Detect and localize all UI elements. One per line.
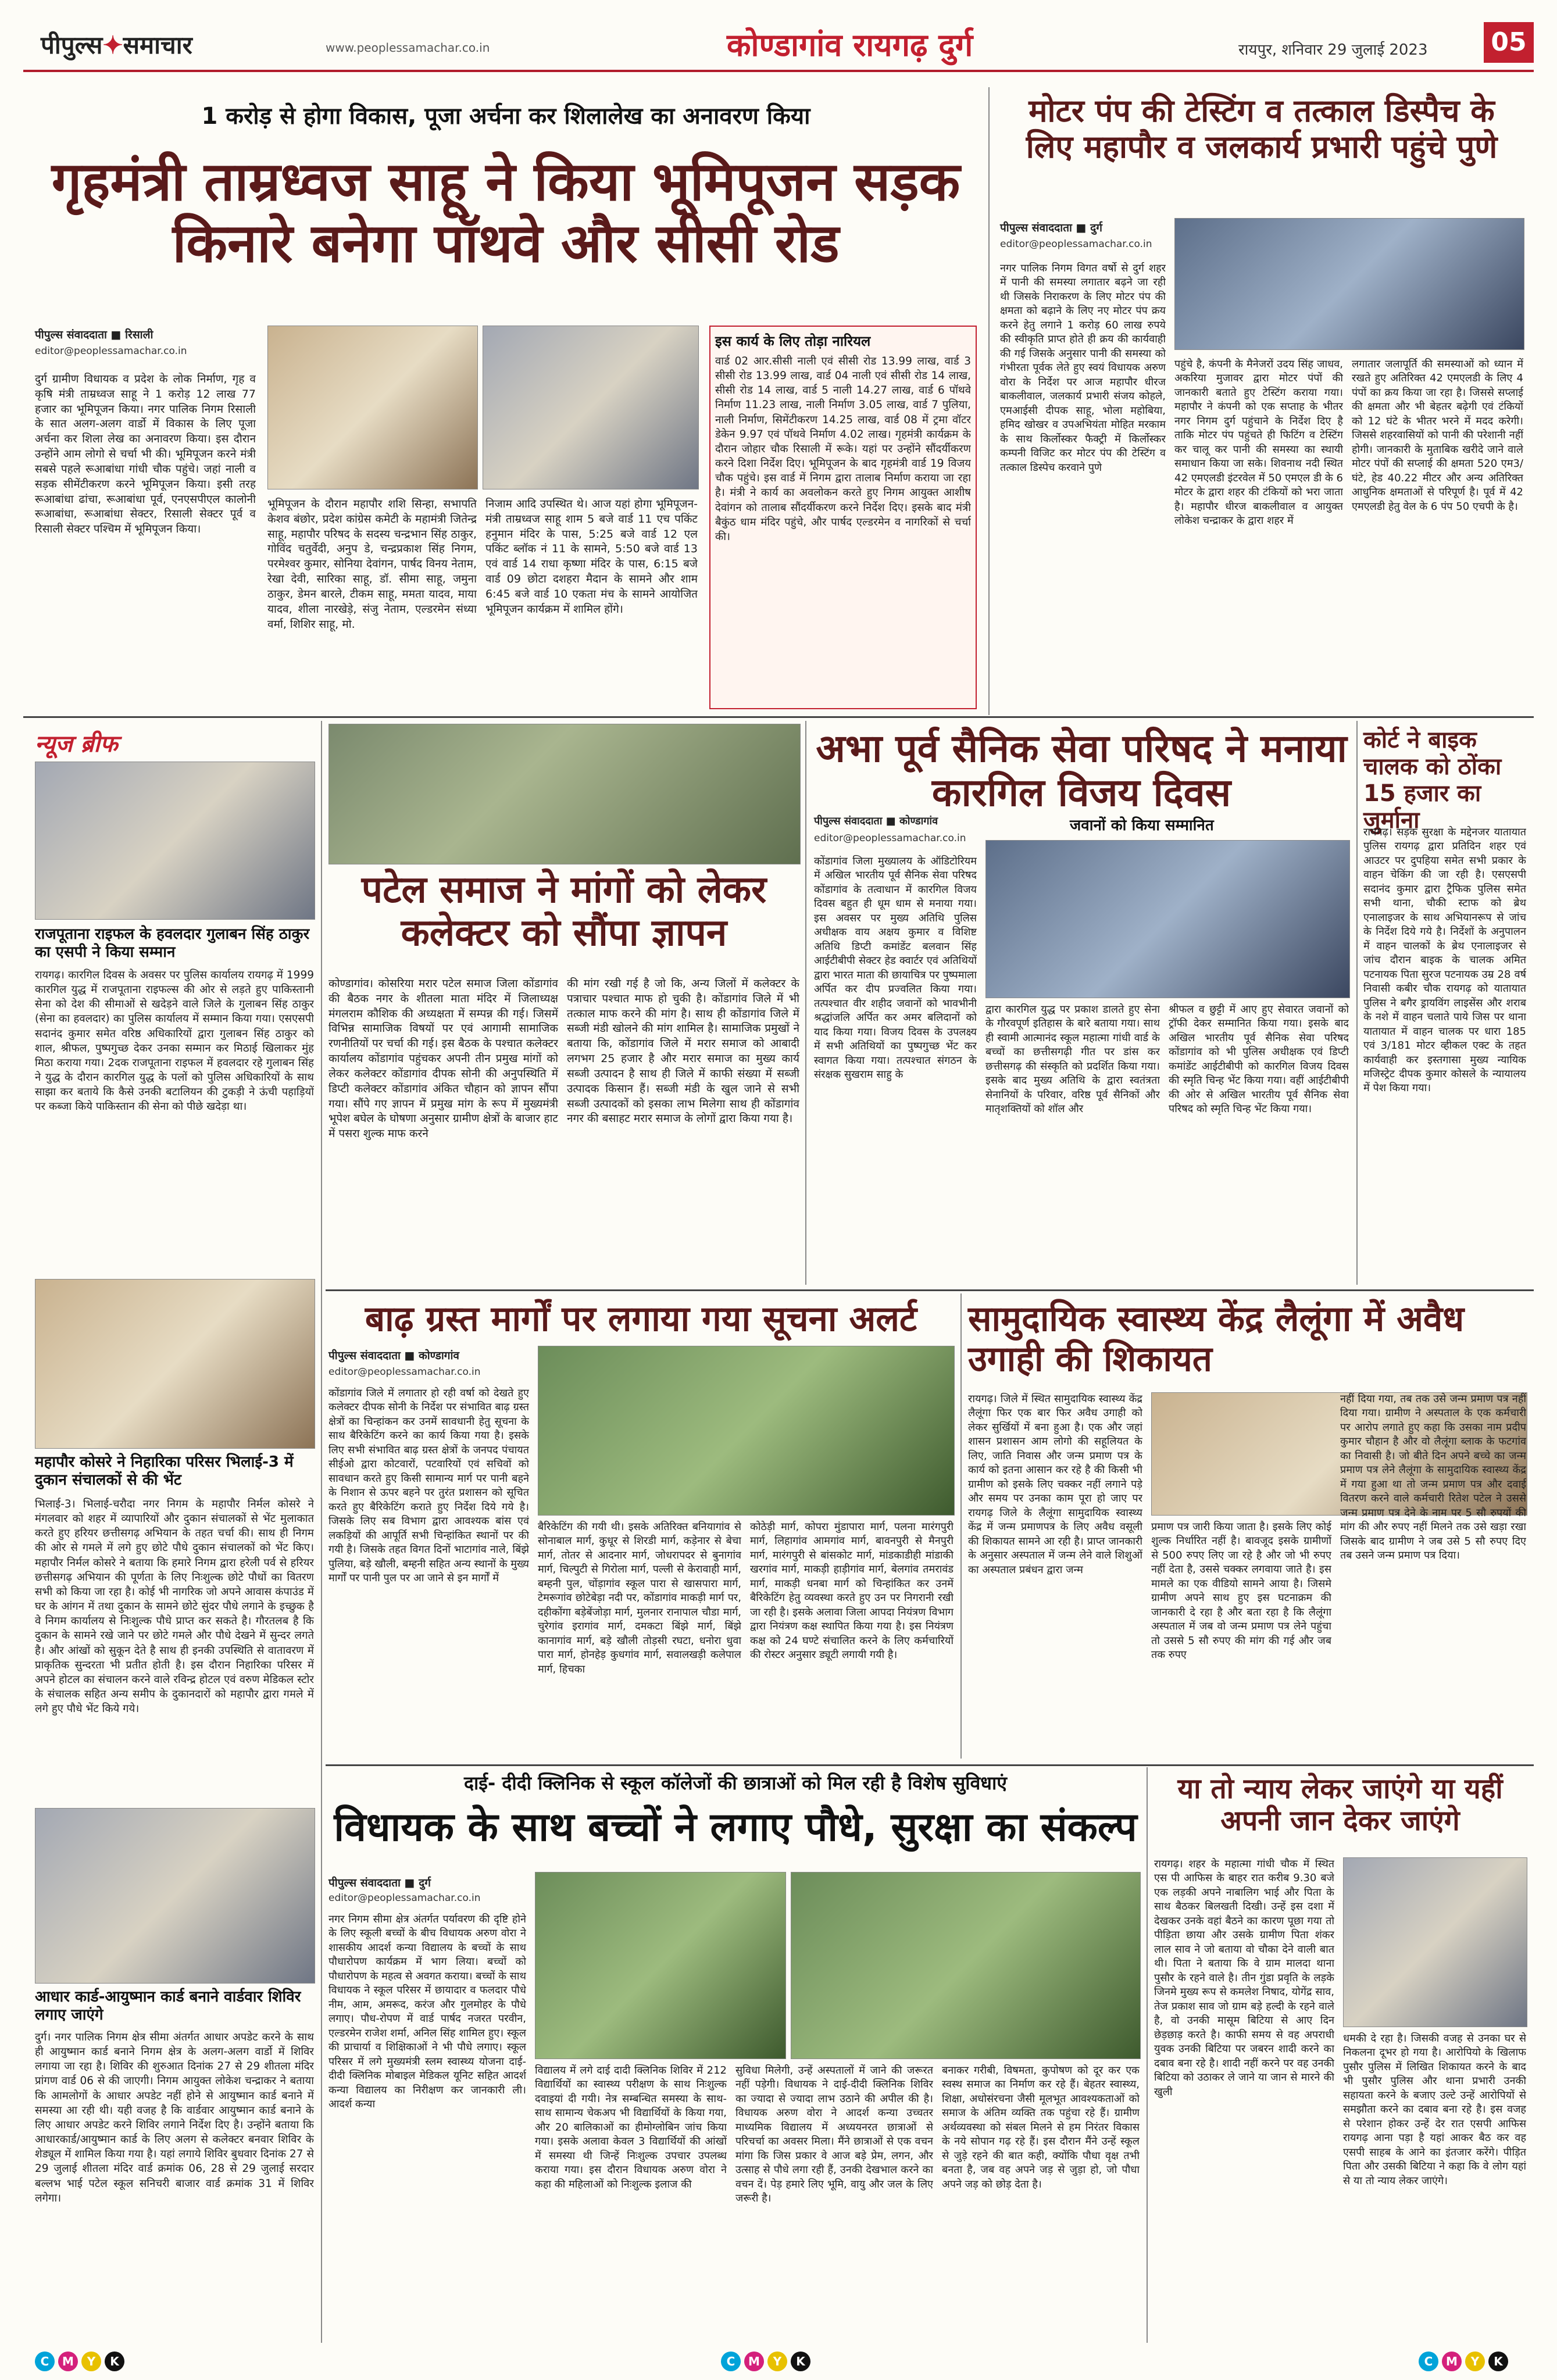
- story1-byline: पीपुल्स संवाददाता ■ रिसाली: [35, 328, 153, 341]
- story4-photo: [985, 840, 1350, 998]
- story4-email: editor@peoplessamachar.co.in: [814, 832, 966, 844]
- cmyk-m: M: [744, 2352, 764, 2371]
- story3-headline: पटेल समाज ने मांगों को लेकर कलेक्टर को सौंपा ज्ञापन: [361, 869, 767, 955]
- story2-byline: पीपुल्स संवाददाता ■ दुर्ग: [1000, 221, 1102, 234]
- story7-col3: नहीं दिया गया, तब तक उसे जन्म प्रमाण पत्र नहीं दिया गया। ग्रामीण ने अस्पताल के एक कर्मचारी पर आरोप लगाते हुए कहा कि उसका नाम प्रदीप कुमार चौहान है और वो लैलूंगा ब्लाक के फटगांव का निवासी है। जो बीते दिन अपने बच्चे का जन्म प्रमाण पत्र लेने लैलूंगा के सामुदायिक स्वास्थ्य केंद्र में गया हुआ था तो जन्म प्रमाण पत्र और दवाई वितरण करने वाले कर्मचारी रितेश पटेल ने उससे जन्म प्रमाण पत्र देने के नाम पर 5 सौ रुपयों की मांग की और रुपए नहीं मिलने तक उसे खड़ा रखा जिसके बाद ग्रामीण ने जब उसे 5 सौ रुपए दिए तब उसने जन्म प्रमाण पत्र दिया।: [1340, 1393, 1526, 1562]
- story4-col2: द्वारा कारगिल युद्ध पर प्रकाश डालते हुए सेना के गौरवपूर्ण इतिहास के बारे बताया गया। साथ ही स्वामी आत्मानंद स्कूल महात्मा गांधी वार्ड के बच्चों का छत्तीसगढ़ी गीत पर डांस कर छत्तीसगढ़ की संस्कृति को प्रदर्शित किया गया। इसके बाद मुख्य अतिथि के द्वारा स्वतंत्रता सेनानियों के परिवार, वरिष्ठ पूर्व सैनिकों और मातृशक्तियों को शॉल और: [985, 1003, 1160, 1116]
- story1-col2: भूमिपूजन के दौरान महापौर शशि सिन्हा, सभापति केशव बंछोर, प्रदेश कांग्रेस कमेटी के महामंत्री जितेन्द्र साहू, महापौर परिषद के सदस्य चन्द्रभान सिंह ठाकुर, गोविंद चतुर्वेदी, अनुप डे, चन्द्रप्रकाश सिंह निगम, परमेश्वर कुमार, सोनिया देवांगन, पार्षद विनय नेताम, रेखा देवी, सारिका साहू, डॉ. सीमा साहू, जमुना ठाकुर, डेमन बारले, टीकम साहू, ममता यादव, माया यादव, शीला नारखेड़े, संजु नेताम, एल्डरमेन संध्या वर्मा, शिशिर साहू, मो.: [267, 498, 477, 631]
- brand-sep: ✦: [102, 31, 123, 59]
- divider: [23, 716, 1534, 718]
- story3-col2: की मांग रखी गई है जो कि, अन्य जिलों में कलेक्टर के पत्राचार पश्चात माफ हो चुकी है। कोंडागांव जिले में भी तत्काल माफ करने की मांग है। साथ ही कोंडागांव जिले में सब्जी मंडी खोलने की मांग शामिल है। सामाजिक प्रमुखों ने बताया कि, कोंडागांव जिले में मरार समाज को आबादी लगभग 25 हजार है और मरार समाज का मुख्य कार्य सब्जी उत्पादन है साथ ही जिले में काफी संख्या में सब्जी उत्पादक किसान हैं। सब्जी मंडी के खुल जाने से सभी सब्जी उत्पादकों को इसका लाभ मिलेगा साथ ही कोंडागांव नगर की बसाहट मरार समाज के लोगों द्वारा किया गया है।: [567, 977, 799, 1125]
- story6-headline: बाढ़ ग्रस्त मार्गों पर लगाया गया सूचना अलर्ट: [365, 1299, 917, 1339]
- story7-col1: रायगढ़। जिले में स्थित सामुदायिक स्वास्थ्य केंद्र लैलूंगा फिर एक बार फिर अवैध उगाही को लेकर सुर्खियों में बना हुआ है। एक और जहां शासन प्रशासन आम लोगो की सहूलियत के लिए, जाति निवास और जन्म प्रमाण पत्र के कार्य को इतना आसान कर रहे है की किसी भी ग्रामीण को इसके लिए चक्कर नहीं लगाने पड़े और समय पर उनका काम पूरा हो जाए पर रायगढ़ जिले के लैलूंगा सामुदायिक स्वास्थ्य केंद्र में जन्म प्रमाणपत्र के लिए अवैध वसूली की शिकायत सामने आ रही है। प्राप्त जानकारी के अनुसार अस्पताल में जन्म लेने वाले शिशुओं का अस्पताल प्रबंधन द्वारा जन्म: [968, 1393, 1142, 1576]
- story4-subhead: जवानों को किया सम्मानित: [1070, 817, 1214, 834]
- story4-col1: कोंडागांव जिला मुख्यालय के ऑडिटोरियम में अखिल भारतीय पूर्व सैनिक सेवा परिषद कोंडागांव के तत्वाधान में कारगिल विजय दिवस बहुत ही धूम धाम से मनाया गया। इस अवसर पर मुख्य अतिथि पुलिस अधीक्षक वाय अक्षय कुमार व विशिष्ट अतिथि डिप्टी कमांडेंट बलवान सिंह आईटीबीपी सेक्टर हेड क्वार्टर एवं अतिथियों द्वारा भारत माता की छायाचित्र पर पुष्पमाला अर्पित कर दीप प्रज्वलित किया गया। तत्पश्चात वीर शहीद जवानों को भावभीनी श्रद्धांजलि अर्पित कर अमर बलिदानों को याद किया गया। विजय दिवस के उपलक्ष्य में सभी अतिथियों का पुष्पगुच्छ भेंट कर स्वागत किया गया। तत्पश्चात संगठन के संरक्षक सुखराम साहु के: [814, 855, 977, 1081]
- story1-col1: दुर्ग ग्रामीण विधायक व प्रदेश के लोक निर्माण, गृह व कृषि मंत्री ताम्रध्वज साहू ने 1 करोड़ 12 लाख 77 हजार का भूमिपूजन किया। नगर पालिक निगम रिसाली के सात अलग-अलग वार्डो में विकास के लिए पूजा अर्चना कर शिला लेख का अनावरण किया। इस दौरान उन्होंने आम लोगो से चर्चा भी की। भूमिपूजन करने मंत्री सबसे पहले रूआबांधा गांधी चौक पहुंचे। जहां नाली व सड़क सीमेंटीकरण करने भूमिपूजन किया। इसी तरह रूआबांधा ढांचा, रूआबांधा पूर्व, एनएसपीएल कालोनी रूआबांधा, रूआबांधा सेक्टर, रिसाली सेक्टर पूर्व व रिसाली सेक्टर पश्चिम में भूमिपूजन किया।: [35, 373, 256, 536]
- story9-col1: रायगढ़। शहर के महात्मा गांधी चौक में स्थित एस पी आफिस के बाहर रात करीब 9.30 बजे एक लड़की अपने नाबालिग भाई और पिता के साथ बैठकर बिलखती दिखी। उन्हें इस दशा में देखकर उनके वहां बैठने का कारण पूछा गया तो पीड़िता छाया और उसके ग्रामीण पिता शंकर लाल साव ने जो बताया वो चौका देने वाली बात थी। पिता ने बताया कि वे ग्राम मालदा थाना पुसौर के रहने वाले है। तीन गुंडा प्रवृति के लड़के जिनमे मुख्य रूप से कमलेश निषाद, योगेंद्र साव, तेज प्रकाश साव जो ग्राम बड़े हल्दी के रहने वाले है, वो उनकी मासूम बिटिया से आए दिन छेड़छाड़ करते है। काफी समय से वह अपराधी युवक उनकी बिटिया पर जबरन शादी करने का दबाव बना रहे है। शादी नहीं करने पर वह उनकी बिटिया को उठाकर ले जाने या जान से मारने की खुली: [1154, 1858, 1334, 2098]
- cmyk-y: Y: [81, 2352, 101, 2371]
- site-url: www.peoplessamachar.co.in: [326, 41, 490, 55]
- story8-photo-2: [791, 1872, 1141, 2059]
- story7-headline: सामुदायिक स्वास्थ्य केंद्र लैलूंगा में अवैध उगाही की शिकायत: [968, 1299, 1465, 1380]
- divider: [1356, 721, 1358, 1285]
- story8-byline: पीपुल्स संवाददाता ■ दुर्ग: [328, 1877, 431, 1889]
- masthead: [23, 10, 1534, 69]
- story7-col2: प्रमाण पत्र जारी किया जाता है। इसके लिए कोई शुल्क निर्धारित नहीं है। बावजूद इसके ग्रामीणों से 500 रुपए लिए जा रहे है और जो भी रुपए नहीं देता है, उससे चक्कर लगवाया जाते है। इस मामले का एक वीडियो सामने आया है। जिसमे ग्रामीण अपने साथ हुए इस घटनाक्रम की जानकारी दे रहा है और बता रहा है कि लैलूंगा अस्पताल में जब वो जन्म प्रमाण पत्र लेने पहुंचा तो उससे 5 सौ रुपए की मांग की गई और जब तक रुपए: [1151, 1521, 1331, 1661]
- cmyk-y: Y: [767, 2352, 787, 2371]
- section-regions: कोण्डागांव रायगढ़ दुर्ग: [727, 27, 973, 63]
- story5-headline: कोर्ट ने बाइक चालक को ठोंका 15 हजार का जुर्माना: [1363, 727, 1502, 834]
- story2-col1: नगर पालिक निगम विगत वर्षो से दुर्ग शहर में पानी की समस्या लगातार बढ़ने जा रही थी जिसके निराकरण के लिए मोटर पंप की क्षमता को बढ़ाने के लिए नए मोटर पंप क्रय करने हेतु लगाने 1 करोड़ 60 लाख रुपये की स्वीकृति प्राप्त होते ही क्रय की कार्यवाही की गई जिसके अनुसार पानी की समस्या को गंभीरता पूर्वक लेते हुए स्वयं विधायक अरुण वोरा के निर्देश पर आज महापौर धीरज बाकलीवाल, जलकार्य प्रभारी संजय कोहले, एमआईसी दीपक साहू, भोला महोबिया, हमिद खोखर व उपअभियंता मोहित मरकाम के साथ किर्लोस्कर फैक्ट्री में किर्लोस्कर कम्पनी विजिट कर मोटर पंप की टेस्टिंग व तत्काल डिस्पेच करवाने पुणे: [1000, 262, 1166, 474]
- story8-kicker: दाई- दीदी क्लिनिक से स्कूल कॉलेजों की छात्राओं को मिल रही है विशेष सुविधाएं: [464, 1772, 1007, 1794]
- story8-email: editor@peoplessamachar.co.in: [328, 1892, 481, 1904]
- divider: [1147, 1767, 1148, 2343]
- brand-right: समाचार: [123, 31, 192, 59]
- divider: [988, 87, 990, 715]
- masthead-rule: [23, 70, 1534, 72]
- cmyk-c: C: [35, 2352, 55, 2371]
- cmyk-y: Y: [1465, 2352, 1485, 2371]
- story9-col2: धमकी दे रहा है। जिसकी वजह से उनका घर से निकलना दूभर हो गया है। आरोपियो के खिलाफ पुसौर पुलिस में लिखित शिकायत करने के बाद भी पुसौर पुलिस और थाना प्रभारी उनकी सहायता करने के बजाए उल्टे उन्हें आरोपियों से समझौता करने का दबाव बना रहे है। इस वजह से परेशान होकर उन्हें देर रात एसपी आफिस रायगढ़ आना पड़ा है यहां आकर बैठ कर वह एसपी साहब के आने का इंतजार करेंगे। पीड़ित पिता और उसकी बिटिया ने कहा कि वे लोग यहां से या तो न्याय लेकर जाएंगे।: [1343, 2032, 1526, 2187]
- story9-photo: [1343, 1857, 1527, 2027]
- story3-photo: [328, 724, 801, 864]
- story2-col3: लगातार जलापूर्ति की समस्याओं को ध्यान में रखते हुए अतिरिक्त 42 एमएलडी के लिए 4 पंपों का क्रय किया जा रहा है। जिससे सप्लाई की क्षमता और भी बेहतर बढ़ेगी एवं टंकियों को 12 घंटे के भीतर भरने में मदद करेगी। जिससे शहरवासियों को पानी की परेशानी नहीं होगी। जानकारी के मुताबिक खरीदे जाने वाले मोटर पंपों की सप्लाई की क्षमता 520 एम3/घंटे, हेड 40.22 मीटर और अन्य अतिरिक्त आधुनिक क्षमताओं से परिपूर्ण है। पूर्व में 42 एमएलडी हेतु वेल के 6 पंप 50 एचपी के है।: [1352, 358, 1523, 513]
- newsbrief-item1-body: रायगढ़। कारगिल दिवस के अवसर पर पुलिस कार्यालय रायगढ़ में 1999 कारगिल युद्ध में राजपूताना राइफल्स की ओर से लड़ते हुए पाकिस्तानी सेना को देश की सीमाओं से खदेड़ने वाले जिले के गुलाबन सिंह ठाकुर (सेना का हवलदार) का पुलिस कार्यालय में सम्मान किया गया। एसएसपी सदानंद कुमार समेत वरिष्ठ अधिकारियों द्वारा गुलाबन सिंह ठाकुर को शाल, श्रीफल, पुष्पगुच्छ देकर उनका सम्मान कर मिठाई खिलाकर मुंह मिठा कराया गया। 2दक राजपूताना राइफल में हवलदार रहे गुलाबन सिंह ने युद्ध के दौरान कारगिल युद्ध के पलों को पुलिस अधिकारियों के साथ साझा कर बताये कि कैसे उनकी बटालियन की टुकड़ी ने ऊंची पहाड़ियों पर कब्जा किये पाकिस्तान की सेना को पीछे खदेड़ा था।: [35, 969, 314, 1113]
- story1-kicker: 1 करोड़ से होगा विकास, पूजा अर्चना कर शिलालेख का अनावरण किया: [201, 103, 810, 130]
- cmyk-k: K: [105, 2352, 124, 2371]
- story1-photo-1: [267, 326, 478, 489]
- story8-photo-1: [535, 1872, 786, 2059]
- story6-email: editor@peoplessamachar.co.in: [328, 1366, 481, 1378]
- story8-col1: नगर निगम सीमा क्षेत्र अंतर्गत पर्यावरण की दृष्टि होने के लिए स्कूली बच्चों के बीच विधायक अरुण वोरा ने शासकीय आदर्श कन्या विद्यालय के बच्चों के साथ पौधारोपण कार्यक्रम में भाग लिया। बच्चों को पौधारोपण के महत्व से अवगत कराया। बच्चों के साथ विधायक ने स्कूल परिसर में छायादार व फलदार पौधे नीम, आम, अमरूद, करंज और गुलमोहर के पौधे लगाए। पौध-रोपण में वार्ड पार्षद नजरत परवीन, एल्डरमेन राजेश शर्मा, अनिल सिंह शामिल हुए। स्कूल की प्राचार्या व शिक्षिकाओं ने भी पौधे लगाए। स्कूल परिसर में लगे मुख्यमंत्री स्लम स्वास्थ्य योजना दाई-दीदी क्लिनिक मोबाइल मेडिकल यूनिट सहित आदर्श कन्या विद्यालय का निरीक्षण कर जानकारी ली। आदर्श कन्या: [328, 1913, 526, 2111]
- story6-col3: कोठेड़ी मार्ग, कोपरा मुंडापारा मार्ग, पलना मारंगपुरी मार्ग, लिहागांव आमगांव मार्ग, बावनपुरी से मैनपुरी मार्ग, मारंगपुरी से बांसकोट मार्ग, मांडकाडीही मांडाकी खरगांव मार्ग, माकड़ी हाड़ीगांव मार्ग, बेलगांव तमरावंड मार्ग, माकड़ी धनबा मार्ग को चिन्हांकित कर उनमें बैरिकेटिंग हेतु व्यवस्था करते हुए उन पर निगरानी रखी जा रही है। इसके अलावा जिला आपदा नियंत्रण विभाग द्वारा नियंत्रण कक्ष स्थापित किया गया है। इस नियंत्रण कक्ष को 24 घण्टे संचालित करने के लिए कर्मचारियों की रोस्टर अनुसार ड्यूटी लगायी गयी है।: [750, 1521, 954, 1661]
- story5-body: रायगढ़। सड़क सुरक्षा के मद्देनजर यातायात पुलिस रायगढ़ द्वारा प्रतिदिन शहर एवं आउटर पर दुपहिया समेत सभी प्रकार के वाहन चेकिंग की जा रही है। एसएसपी सदानंद कुमार द्वारा ट्रैफिक पुलिस समेत सभी थाना, चौकी स्टाफ को ब्रेथ एनालाइजर के साथ अभियानरूप से जांच के निर्देश दिये गये है। निर्देशों के अनुपालन में वाहन चालकों के ब्रेथ एनालाइजर से जांच दौरान बाइक के चालक अमित पटनायक पिता सुरज पटनायक उम्र 28 वर्ष निवासी कबीर चौक रायगढ़ को यातायात पुलिस ने बगैर ड्रायविंग लाइसेंस और शराब के नशे में वाहन चलाते पाये जिस पर थाना यातायात में वाहन चालक पर धारा 185 एवं 3/181 मोटर व्हीकल एक्ट के तहत कार्यवाही कर इस्तगासा मुख्य न्यायिक मजिस्ट्रेट दीपक कुमार कोसले के न्यायालय में पेश किया गया।: [1363, 826, 1526, 1095]
- story1-headline: गृहमंत्री ताम्रध्वज साहू ने किया भूमिपूजन सड़क किनारे बनेगा पॉथवे और सीसी रोड: [51, 151, 960, 274]
- story4-col3: श्रीफल व छुट्टी में आए हुए सेवारत जवानों को ट्रॉफी देकर सम्मानित किया गया। इसके बाद अखिल भारतीय पूर्व सैनिक सेवा परिषद कोंडागांव को भी पुलिस अधीक्षक एवं डिप्टी कमांडेंट आईटीबीपी को कारगिल विजय दिवस की स्मृति चिन्ह भेंट किया गया। वहीं आईटीबीपी की ओर से अखिल भारतीय पूर्व सैनिक सेवा परिषद को स्मृति चिन्ह भेंट किया गया।: [1169, 1003, 1349, 1116]
- divider: [321, 721, 322, 2343]
- newsbrief-item3-body: दुर्ग। नगर पालिक निगम क्षेत्र सीमा अंतर्गत आधार अपडेट करने के साथ ही आयुष्मान कार्ड बनाने निगम क्षेत्र के अलग-अलग वार्डो में शिविर लगाया जा रहा है। शिविर की शुरुआत दिनांक 27 से 29 शीतला मंदिर प्रांगण वार्ड 06 से की जाएगी। निगम आयुक्त लोकेश चन्द्राकर ने बताया कि आमलोगों के आधार अपडेट नहीं होने से आयुष्मान कार्ड बनाने में समस्या आ रही थी। यही वजह है कि वार्डवार आयुष्मान कार्ड बनाने के लिए आधार अपडेट करने शिविर लगाने निर्देश दिए है। उन्होंने बताया कि आधारकार्ड/आयुष्मान कार्ड के लिए अलग से कलेक्टर बनवार शिविर के शेड्यूल में शामिल किया गया है। यहां लगाये शिविर बुधवार दिनांक 27 से 29 जुलाई शीतला मंदिर वार्ड क्रमांक 06, 28 से 29 जुलाई सरदार बल्लभ भाई पटेल स्कूल सनिचरी बाजार वार्ड क्रमांक 31 में शिविर लगेगा।: [35, 2031, 314, 2204]
- story1-email: editor@peoplessamachar.co.in: [35, 345, 187, 357]
- newsbrief-label: न्यूज ब्रीफ: [35, 731, 118, 757]
- story8-headline: विधायक के साथ बच्चों ने लगाए पौधे, सुरक्षा का संकल्प: [334, 1804, 1137, 1850]
- cmyk-m: M: [1442, 2352, 1462, 2371]
- cmyk-c: C: [1419, 2352, 1438, 2371]
- newsbrief-photo-3: [35, 1808, 315, 1984]
- story8-col3: सुविधा मिलेगी, उन्हें अस्पतालों में जाने की जरूरत नहीं पड़ेगी। विधायक ने दाई-दीदी क्लिनिक शिविर का ज्यादा से ज्यादा लाभ उठाने की अपील की है। विधायक अरुण वोरा ने आदर्श कन्या उच्चतर माध्यमिक विद्यालय में अध्ययनरत छात्राओं से परिचर्चा का अवसर मिला। मैंने छात्राओं से एक वचन मांगा कि जिस प्रकार वे आज बड़े प्रेम, लगन, और उत्साह से पौधे लगा रही हैं, उनकी देखभाल करने का वचन दें। पेड़ हमारे लिए भूमि, वायु और जल के लिए जरूरी है।: [735, 2064, 933, 2205]
- story2-email: editor@peoplessamachar.co.in: [1000, 238, 1152, 250]
- story6-col2: बैरिकेटिंग की गयी थी। इसके अतिरिक्त बनियागांव से सोनाबाल मार्ग, कुधूर से शिरडी मार्ग, कड़ेनार से बेचा मार्ग, तोतर से आदनार मार्ग, जोधरापदर से बुनागांव मार्ग, चिल्पुटी से गिरोला मार्ग, पल्ली से केरावाही मार्ग, बम्हनी पुल, चोंड़ागांव स्कूल पारा से खासपारा मार्ग, टेमरूगांव छोटेबेड़ा नदी पर, कोंडागांव माकड़ी मार्ग पर, दहीकोंगा बड़ेबेंजोड़ा मार्ग, मुलनार रानापाल चौडा मार्ग, चुरेगांव इरागांव मार्ग, दमकटा बिंझे मार्ग, बिंझे कानागांव मार्ग, बड़े खौली तोड़सी रघटा, धनोरा धुवा पारा मार्ग, होनहेड़ कुधगांव मार्ग, सवालखड़ी कलेपाल मार्ग, हिचका: [538, 1521, 741, 1675]
- newsbrief-item2-title: महापौर कोसरे ने निहारिका परिसर भिलाई-3 में दुकान संचालकों से की भेंट: [35, 1453, 294, 1489]
- divider: [326, 1764, 1534, 1766]
- cmyk-c: C: [721, 2352, 741, 2371]
- story6-byline: पीपुल्स संवाददाता ■ कोण्डागांव: [328, 1349, 459, 1362]
- cmyk-m: M: [58, 2352, 78, 2371]
- newsbrief-photo-2: [35, 1279, 315, 1449]
- newsbrief-item3-title: आधार कार्ड-आयुष्मान कार्ड बनाने वार्डवार शिविर लगाए जाएंगे: [35, 1988, 301, 2024]
- cmyk-k: K: [1488, 2352, 1508, 2371]
- page-number: 05: [1484, 22, 1534, 63]
- story2-photo: [1174, 218, 1524, 350]
- story9-headline: या तो न्याय लेकर जाएंगे या यहीं अपनी जान देकर जाएंगे: [1177, 1773, 1503, 1838]
- story4-headline: अभा पूर्व सैनिक सेवा परिषद ने मनाया कारगिल विजय दिवस: [816, 726, 1347, 815]
- cmyk-k: K: [791, 2352, 810, 2371]
- story3-col1: कोण्डागांव। कोसरिया मरार पटेल समाज जिला कोंडागांव की बैठक नगर के शीतला माता मंदिर में जिलाध्यक्ष मंगलराम कौशिक की अध्यक्षता में सम्पन्न की गई। जिसमें विभिन्न सामाजिक विषयों पर एवं आगामी सामाजिक रणनीतियों पर चर्चा की गई। इस बैठक के पश्चात कलेक्टर कार्यालय कोंडागांव पहुंचकर अपनी तीन प्रमुख मांगों को लेकर कलेक्टर कोंडागांव दीपक सोनी की अनुपस्थिति में डिप्टी कलेक्टर कोंडागांव अंकित चौहान को ज्ञापन सौंपा गया। सौंपे गए ज्ञापन में प्रमुख मांग के रूप में मुख्यमंत्री भूपेश बघेल के घोषणा अनुसार ग्रामीण क्षेत्रों के बाजार हाट में पसरा शुल्क माफ करने: [328, 977, 558, 1141]
- divider: [805, 721, 806, 1285]
- story1-box-body: वार्ड 02 आर.सीसी नाली एवं सीसी रोड 13.99 लाख, वार्ड 3 सीसी रोड 13.99 लाख, वार्ड 04 नाली एवं सीसी रोड 14 लाख, सीसी रोड 14 लाख, वार्ड 5 नाली 14.27 लाख, वार्ड 6 पॉथवे निर्माण 11.23 लाख, नाली निर्माण 3.05 लाख, वार्ड 7 पुलिया, नाली निर्माण, सिमेंटीकरण 14.25 लाख, वार्ड 08 में ट्रमा वॉटर डेकेन 9.97 एवं पॉथवे निर्माण 4.02 लाख। गृहमंत्री कार्यक्रम के दौरान जोहार चौक रिसाली में रूके। यहां पर उन्होंने सौंदर्यीकरण करने दिशा निर्देश दिए। भूमिपूजन के बाद गृहमंत्री वार्ड 19 विजय चौक पहुंचे। इस वार्ड में निगम द्वारा तालाब निर्माण कराया जा रहा है। मंत्री ने कार्य का अवलोकन करते हुए निगम आयुक्त आशीष देवांगन को तालाब सौंदर्यीकरण करने निर्देश दिए। इसके बाद मंत्री बैकुंठ धाम मंदिर पहुंचे, और पार्षद एल्डरमेन व नागरिकों से चर्चा की।: [715, 355, 971, 543]
- story1-box: [709, 326, 977, 709]
- story6-photo: [538, 1346, 955, 1516]
- issue-date: रायपुर, शनिवार 29 जुलाई 2023: [1238, 41, 1428, 59]
- brand-left: पीपुल्स: [41, 31, 103, 59]
- newsbrief-item2-body: भिलाई-3। भिलाई-चरौदा नगर निगम के महापौर निर्मल कोसरे ने मंगलवार को शहर में व्यापारियों और दुकान संचालकों से भेंट मुलाकात करते हुए हरियर छत्तीसगढ़ अभियान के तहत चर्चा की। साथ ही निगम की ओर से गमले में लगे हुए छोटे पौधे दुकान संचालकों को भेंट किए। महापौर निर्मल कोसरे ने बताया कि हमारे निगम द्वारा हरेली पर्व से हरियर छत्तीसगढ़ अभियान की पूर्णता के लिए निःशुल्क छोटे पौधों का वितरण सभी को किया जा रहा है। कोई भी नागरिक जो अपने आवास कंपाउंड में घर के आंगन में तथा दुकान के सामने छोटे सुंदर पौधे लगाने के इच्छुक है वे निगम कार्यालय से निःशुल्क पौधे प्राप्त कर सकते है। गौरतलब है कि दुकान के सामने रखे जाने पर छोटे गमले और पौधे देखने में सुन्दर लगते है। और आंखों को सुकून देते है साथ ही इनकी उपस्थिति से वातावरण में प्राकृतिक सुन्दरता भी प्रतीत होती है। इस दौरान निहारिका परिसर में अपने होटल का संचालन करने वाले रविन्द्र होटल एवं वरुण मेडिकल स्टोर के संचालक सहित अन्य समीप के दुकानदारों को महापौर द्वारा गमले में लगे हुए पौधे भेंट किये गये।: [35, 1498, 314, 1716]
- newsbrief-photo-1: [35, 762, 315, 920]
- story1-box-title: इस कार्य के लिए तोड़ा नारियल: [715, 333, 871, 349]
- brand-logo: [41, 28, 192, 61]
- story8-col2: विद्यालय में लगे दाई दादी क्लिनिक शिविर में 212 विद्यार्थियों का स्वास्थ्य परीक्षण के साथ निःशुल्क दवाइयां दी गयी। नेत्र सम्बन्धित समस्या के साथ-साथ सामान्य चेकअप भी विद्यार्थियों के किया गया, और 20 बालिकाओं का हीमोग्लोबिन जांच किया गया। इसके अलावा केवल 3 विद्यार्थियों की आंखों में समस्या थी जिन्हें निःशुल्क उपचार उपलब्ध कराया गया। इस दौरान विधायक अरुण वोरा ने कहा की महिलाओं को निःशुल्क इलाज की: [535, 2064, 727, 2190]
- divider: [326, 1289, 1534, 1291]
- story6-col1: कोंडागांव जिले में लगातार हो रही वर्षा को देखते हुए कलेक्टर दीपक सोनी के निर्देश पर संभावित बाढ़ ग्रस्त क्षेत्रों का चिन्हांकन कर उनमें सावधानी हेतु सूचना के साथ बैरिकेटिंग करने का कार्य किया गया है। इसके लिए सभी संभावित बाढ़ ग्रस्त क्षेत्रों के जनपद पंचायत सीईओ द्वारा कोटवारों, पटवारियों एवं सचिवों को सावधान करते हुए किसी सामान्य मार्ग पर पानी बहने के निशान से ऊपर बहने पर तुरंत प्रशासन को सूचित करते हुए बैरिकेटिंग कराते हुए निर्देश दिये गये है। जिसके लिए सब विभाग द्वारा आवश्यक बांस एवं लकड़ियों की आपूर्ति सभी चिन्हांकित स्थानों पर की गयी है। जिसके तहत विगत दिनों भाटागांव नाले, बिंझे पुलिया, बड़े खौली, बम्हनी सहित अन्य स्थानों के मुख्य मार्गों पर पानी पुल पर आ जाने से इन मार्गों में: [328, 1387, 529, 1585]
- story4-byline: पीपुल्स संवाददाता ■ कोण्डागांव: [814, 815, 938, 827]
- story2-col2: पहुंचे है, कंपनी के मैनेजरों उदय सिंह जाधव, अकरिया मुजावर द्वारा मोटर पंपों की जानकारी बताते हुए टेस्टिंग कराया गया। महापौर ने कंपनी को एक सप्ताह के भीतर नगर निगम दुर्ग पहुंचाने के निर्देश दिए है ताकि मोटर पंप पहुंचते ही फिटिंग व टेस्टिंग कर चालू कर पानी की समस्या का स्थायी समाधान किया जा सके। शिवनाथ नदी स्थित 42 एमएलडी इंटरवेल में 50 एमएल डी के 6 मोटर के द्वारा शहर की टंकियों को भरा जाता है। महापौर धीरज बाकलीवाल व आयुक्त लोकेश चन्द्राकर के द्वारा शहर में: [1174, 358, 1343, 527]
- divider: [960, 1293, 962, 1759]
- story8-col4: बनाकर गरीबी, विषमता, कुपोषण को दूर कर एक स्वस्थ समाज का निर्माण कर रहे हैं। बेहतर स्वास्थ्य, शिक्षा, अधोसंरचना जैसी मूलभूत आवश्यकताओं को समाज के अंतिम व्यक्ति तक पहुंचा रहे हैं। ग्रामीण अर्थव्यवस्था को संबल मिलने से हम निरंतर विकास के नये सोपान गढ़ रहे हैं। इस दौरान मैंने उन्हें स्कूल से जुड़े रहने की बात कही, क्योंकि पौधा वृक्ष तभी बनता है, जब वह अपने जड़ से जुड़ा हो, जो पौधा अपने जड़ को छोड़ देता है।: [942, 2064, 1140, 2190]
- newsbrief-item1-title: राजपूताना राइफल के हवलदार गुलाबन सिंह ठाकुर का एसपी ने किया सम्मान: [35, 925, 310, 962]
- story1-col3: निजाम आदि उपस्थित थे। आज यहां होगा भूमिपूजन-मंत्री ताम्रध्वज साहू शाम 5 बजे वार्ड 11 एच पकिंट हनुमान मंदिर के पास, 5:25 बजे वार्ड 12 एल पकिंट ब्लॉक नं 11 के सामने, 5:50 बजे वार्ड 13 एवं वार्ड 14 राधा कृष्णा मंदिर के पास, 6:15 बजे वार्ड 09 छोटा दशहरा मैदान के सामने और शाम 6:45 बजे वार्ड 10 एकता मंच के सामने आयोजित भूमिपूजन कार्यक्रम में शामिल होंगे।: [485, 498, 698, 616]
- story2-headline: मोटर पंप की टेस्टिंग व तत्काल डिस्पैच के लिए महापौर व जलकार्य प्रभारी पहुंचे पुणे: [1026, 92, 1498, 166]
- story1-photo-2: [483, 326, 699, 489]
